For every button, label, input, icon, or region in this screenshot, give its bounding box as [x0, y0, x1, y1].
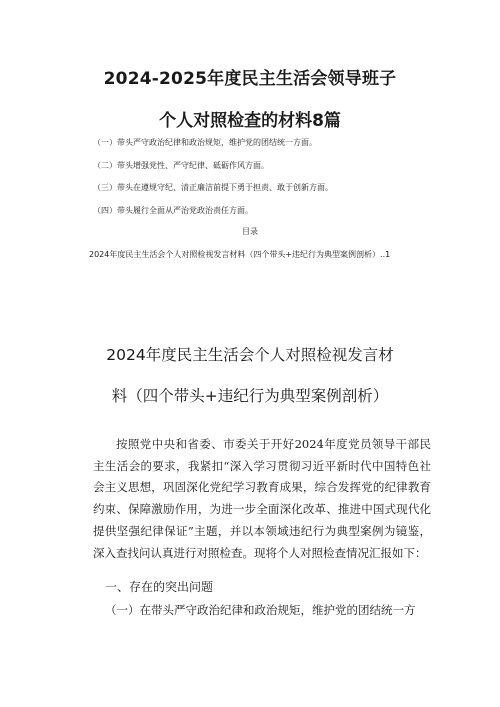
summary-item-3: （三）带头在遵规守纪、清正廉洁前提下勇于担责、敢于创新方面。 — [93, 183, 333, 193]
intro-paragraph: 按照党中央和省委、市委关于开好2024年度党员领导干部民主生活会的要求，我紧扣“深入学习贯彻习近平新时代中国特色社会主义思想，巩固深化党纪学习教育成果，综合发挥党的纪律教育约束、保障激励作用，为进一步全面深化改革、推进中国式现代化提供坚强纪律保证”主题，并以本领域违纪行为典型案例为镜鉴，深入查找问认真进行对照检查。现将个人对照检查情况汇报如下： — [93, 437, 431, 560]
subsection-heading: （一）在带头严守政治纪律和政治规矩，维护党的团结统一方 — [105, 603, 416, 617]
toc-entry[interactable]: 2024年度民主生活会个人对照检视发言材料（四个带头+违纪行为典型案例剖析）..1 — [89, 250, 391, 259]
summary-item-2: （二）带头增强党性、严守纪律、砥砺作风方面。 — [93, 160, 269, 170]
intro-paragraph-block — [93, 434, 431, 564]
toc-heading: 目录 — [242, 227, 258, 236]
article-title-line1: 2024年度民主生活会个人对照检视发言材 — [106, 346, 394, 364]
summary-item-4: （四）带头履行全面从严治党政治责任方面。 — [93, 206, 253, 216]
document-title-line2: 个人对照检查的材料8篇 — [159, 111, 341, 131]
summary-list — [93, 138, 423, 229]
document-title-line1: 2024-2025年度民主生活会领导班子 — [103, 69, 397, 89]
section-heading: 一、存在的突出问题 — [105, 580, 214, 594]
summary-item-1: （一）带头严守政治纪律和政治规矩，维护党的团结统一方面。 — [93, 138, 317, 147]
article-title-line2: 料（四个带头+违纪行为典型案例剖析） — [111, 387, 389, 405]
